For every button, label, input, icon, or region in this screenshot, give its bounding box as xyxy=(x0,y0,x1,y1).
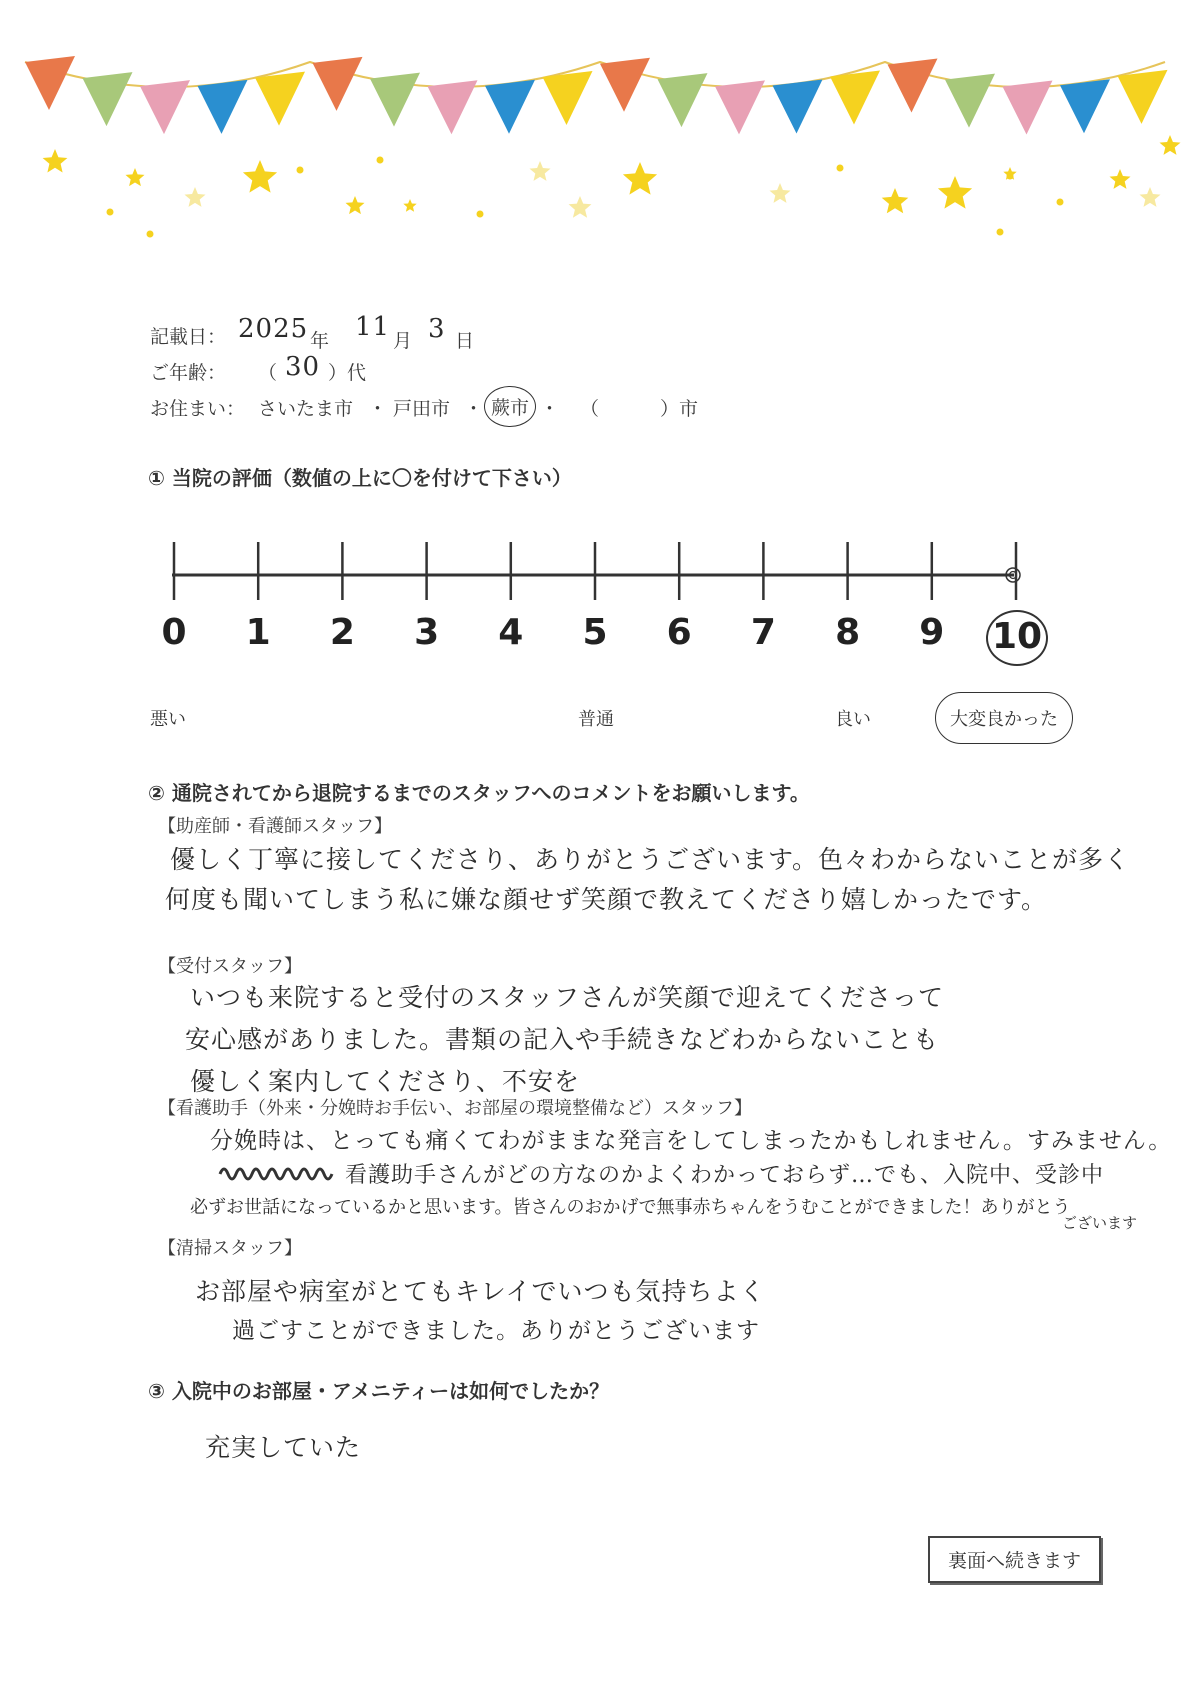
bunting-banner xyxy=(0,0,1191,240)
date-month: 11 xyxy=(355,312,391,342)
tick-label-3: 3 xyxy=(414,612,440,653)
bunting-flag xyxy=(1003,81,1053,135)
dot-decoration xyxy=(477,211,484,218)
residence-label: お住まい： xyxy=(150,398,246,420)
bunting-flag xyxy=(600,58,650,112)
bunting-flag xyxy=(255,72,305,126)
star-icon xyxy=(1110,169,1131,189)
star-icon xyxy=(938,176,972,209)
dot-decoration xyxy=(147,231,154,238)
scale-word-very-good-selected: 大変良かった xyxy=(935,692,1073,744)
comment-cleaning-line-2: 過ごすことができました。ありがとうございます xyxy=(232,1318,760,1344)
scale-word-bad: 悪い xyxy=(150,709,186,730)
scale-word-normal: 普通 xyxy=(578,709,614,730)
dot-decoration xyxy=(297,167,304,174)
q3-title: ③ 入院中のお部屋・アメニティーは如何でしたか？ xyxy=(148,1379,610,1403)
comment-reception-line-2: 安心感がありました。書類の記入や手続きなどわからないことも xyxy=(185,1025,940,1054)
dot-decoration xyxy=(997,229,1004,236)
comment-reception-line-1: いつも来院すると受付のスタッフさんが笑顔で迎えてくださって xyxy=(190,983,945,1012)
section-label-nursing-assistant: 【看護助手（外来・分娩時お手伝い、お部屋の環境整備など）スタッフ】 xyxy=(158,1098,752,1119)
bunting-flag xyxy=(830,70,880,124)
tick-label-8: 8 xyxy=(835,612,861,653)
residence-option-warabi-selected: 蕨市 xyxy=(484,386,536,427)
residence-sep: ・ xyxy=(464,398,484,420)
tick-label-0: 0 xyxy=(161,612,187,653)
star-icon xyxy=(569,196,592,218)
continue-on-back-box: 裏面へ続きます xyxy=(928,1536,1101,1583)
residence-sep: ・ xyxy=(540,398,560,420)
date-year: 2025 xyxy=(238,314,309,344)
comment-midwife-line-2: 何度も聞いてしまう私に嫌な顔せず笑顔で教えてくださり嬉しかったです。 xyxy=(165,885,1048,914)
dot-decoration xyxy=(1007,173,1014,180)
residence-other-open: （ xyxy=(580,398,600,420)
bunting-flag xyxy=(945,74,995,128)
bunting-flag xyxy=(485,80,535,134)
dot-decoration xyxy=(107,209,114,216)
bunting-flag xyxy=(888,59,938,113)
comment-cleaning-line-1: お部屋や病室がとてもキレイでいつも気持ちよく xyxy=(195,1277,766,1306)
scale-ticks xyxy=(174,542,1016,600)
section-label-reception: 【受付スタッフ】 xyxy=(158,956,302,977)
bunting-flag xyxy=(370,73,420,127)
star-icon xyxy=(43,149,68,173)
star-icon xyxy=(185,187,206,207)
scale-word-good: 良い xyxy=(835,709,871,730)
tick-label-6: 6 xyxy=(666,612,692,653)
age-label: ご年齢： xyxy=(150,362,227,384)
comment-assistant-line-2: 看護助手さんがどの方なのかよくわかっておらず…でも、入院中、受診中 xyxy=(345,1163,1105,1188)
bunting-flag xyxy=(198,80,248,134)
month-unit: 月 xyxy=(393,330,413,352)
date-label: 記載日： xyxy=(150,326,227,348)
tick-label-9: 9 xyxy=(919,612,945,653)
residence-other-close: ）市 xyxy=(660,398,699,420)
star-icon xyxy=(1160,135,1181,155)
dot-decoration xyxy=(1057,199,1064,206)
star-icon xyxy=(623,162,657,195)
bunting-flag xyxy=(1060,79,1110,133)
scribbled-out-text xyxy=(218,1160,338,1186)
bunting-flag xyxy=(83,72,133,126)
star-icon xyxy=(1140,187,1161,207)
star-icon xyxy=(530,161,551,181)
tick-label-7: 7 xyxy=(750,612,776,653)
section-label-midwife-nurse: 【助産師・看護師スタッフ】 xyxy=(158,816,392,837)
dot-decoration xyxy=(377,157,384,164)
comment-midwife-line-1: 優しく丁寧に接してくださり、ありがとうございます。色々わからないことが多く xyxy=(170,845,1131,874)
bunting-flag xyxy=(25,56,75,110)
star-icon xyxy=(882,188,909,213)
age-value: 30 xyxy=(285,352,321,382)
bunting-flag xyxy=(773,79,823,133)
star-icon xyxy=(243,160,277,193)
year-unit: 年 xyxy=(310,330,330,352)
comment-assistant-line-3: 必ずお世話になっているかと思います。皆さんのおかげで無事赤ちゃんをうむことができました！ありがとう xyxy=(190,1197,1071,1218)
bunting-flag xyxy=(658,73,708,127)
q3-answer: 充実していた xyxy=(205,1433,362,1462)
star-icon xyxy=(346,196,365,214)
residence-sep: ・ xyxy=(368,398,388,420)
bunting-flag xyxy=(1118,70,1168,124)
q1-title: ① 当院の評価（数値の上に〇を付けて下さい） xyxy=(148,466,572,490)
tick-label-1: 1 xyxy=(245,612,271,653)
age-open: （ xyxy=(258,362,278,384)
comment-assistant-tail: ございます xyxy=(1062,1214,1138,1232)
bunting-flag xyxy=(140,80,190,134)
tick-label-4: 4 xyxy=(498,612,524,653)
date-day: 3 xyxy=(428,314,446,344)
section-label-cleaning: 【清掃スタッフ】 xyxy=(158,1238,302,1259)
bunting-flags xyxy=(25,56,1168,135)
bunting-flag xyxy=(543,71,593,125)
residence-option-saitama: さいたま市 xyxy=(258,398,354,420)
dot-decoration xyxy=(837,165,844,172)
tick-label-5: 5 xyxy=(582,612,608,653)
star-icon xyxy=(126,168,145,186)
age-close: ）代 xyxy=(328,362,367,384)
bunting-flag xyxy=(313,57,363,111)
comment-reception-line-3: 優しく案内してくださり、不安を xyxy=(190,1067,581,1096)
day-unit: 日 xyxy=(455,330,475,352)
q2-title: ② 通院されてから退院するまでのスタッフへのコメントをお願いします。 xyxy=(148,781,810,805)
bunting-flag xyxy=(715,80,765,134)
tick-label-2: 2 xyxy=(329,612,355,653)
comment-assistant-line-1: 分娩時は、とっても痛くてわがままな発言をしてしまったかもしれません。すみません。 xyxy=(210,1128,1173,1154)
rating-scale xyxy=(0,520,1191,600)
star-icon xyxy=(403,199,416,212)
star-icon xyxy=(770,183,791,203)
residence-option-toda: 戸田市 xyxy=(393,398,451,420)
bunting-flag xyxy=(428,80,478,134)
star-decorations xyxy=(43,135,1181,238)
tick-label-10-selected: 10 xyxy=(986,610,1048,666)
